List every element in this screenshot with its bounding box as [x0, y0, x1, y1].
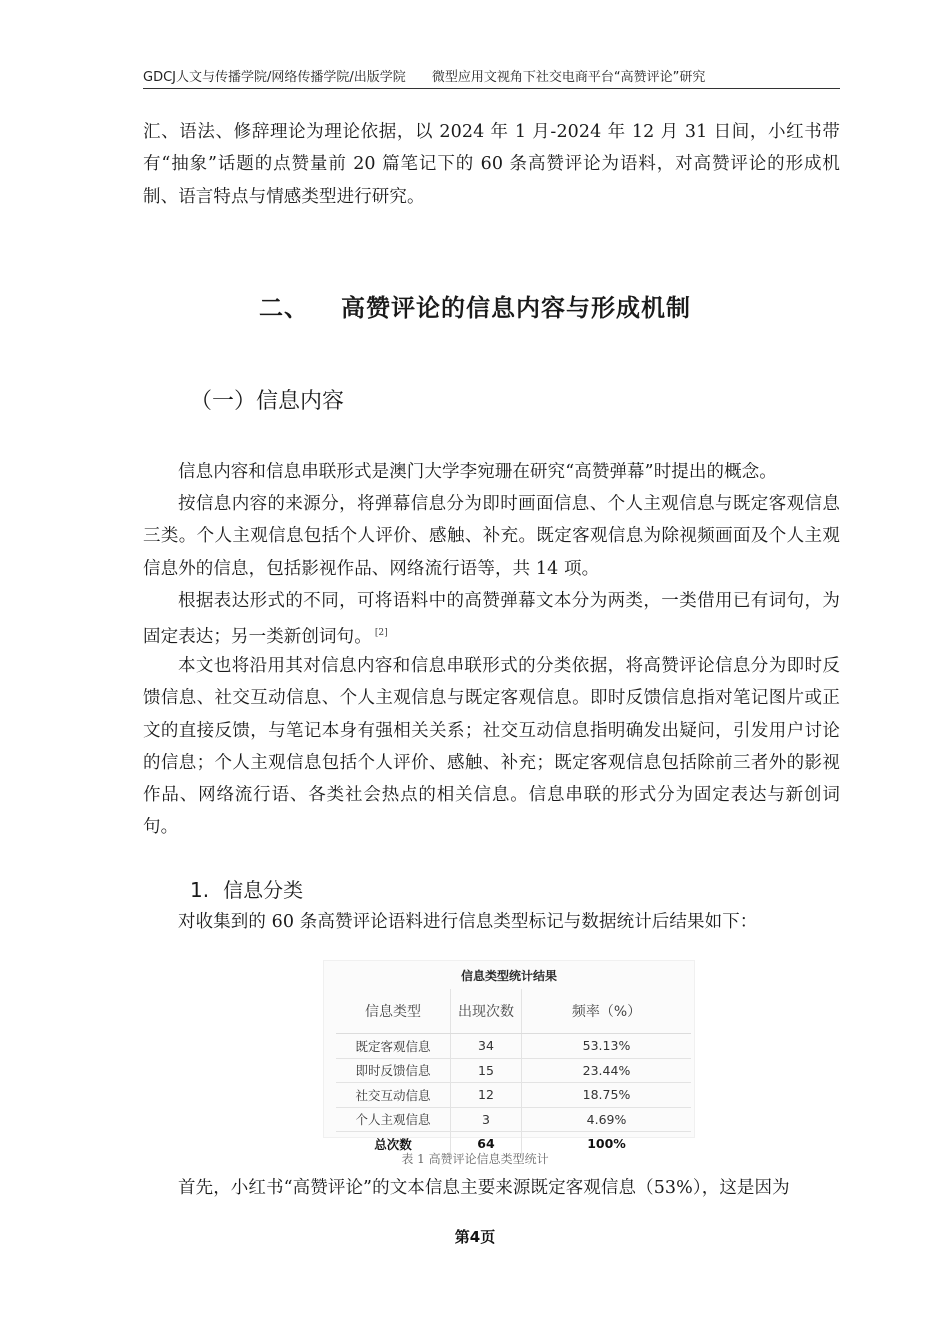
section-number: 二、: [259, 294, 309, 322]
intro-paragraph: 汇、语法、修辞理论为理论依据，以 2024 年 1 月-2024 年 12 月 31 日间，小红书带有“抽象”话题的点赞量前 20 篇笔记下的 60 条高赞评论为语料，对高赞评论的形成机制、语言特点与情感类型进行研究。: [143, 122, 840, 207]
cell-type: 个人主观信息: [336, 1107, 451, 1132]
cell-type: 既定客观信息: [336, 1034, 451, 1059]
cell-count: 34: [451, 1034, 522, 1059]
table-caption: 表 1 高赞评论信息类型统计: [401, 1152, 549, 1166]
cell-type: 即时反馈信息: [336, 1058, 451, 1083]
table-row: [336, 1083, 691, 1108]
cell-frequency: 23.44%: [522, 1058, 692, 1083]
subsubsection-title: 信息分类: [223, 878, 304, 902]
cell-frequency: 18.75%: [522, 1083, 692, 1108]
header-right: 微型应用文视角下社交电商平台“高赞评论”研究: [431, 70, 706, 85]
section-title: 高赞评论的信息内容与形成机制: [341, 294, 691, 322]
paragraph-1: 信息内容和信息串联形式是澳门大学李宛珊在研究“高赞弹幕”时提出的概念。: [178, 462, 777, 482]
subsection-heading: （一）信息内容: [190, 389, 345, 414]
paragraph-3-text: 根据表达形式的不同，可将语料中的高赞弹幕文本分为两类，一类借用已有词句，为固定表达；另一类新创词句。: [143, 591, 840, 648]
page-number: 第4页: [454, 1228, 496, 1246]
cell-count: 3: [451, 1107, 522, 1132]
table-row: [336, 1107, 691, 1132]
table-header-row: [336, 989, 691, 1034]
subsubsection-number: 1.: [190, 878, 210, 902]
header-cell: 信息类型: [336, 989, 451, 1034]
paragraph-3: [143, 585, 840, 653]
paragraph-2: 按信息内容的来源分，将弹幕信息分为即时画面信息、个人主观信息与既定客观信息三类。个人主观信息包括个人评价、感触、补充。既定客观信息为除视频画面及个人主观信息外的信息，包括影视作品、网络流行语等，共 14 项。: [143, 494, 840, 579]
closing-paragraph: 首先，小红书“高赞评论”的文本信息主要来源既定客观信息（53%），这是因为: [178, 1178, 790, 1198]
cell-type: 社交互动信息: [336, 1083, 451, 1108]
cell-frequency: 4.69%: [522, 1107, 692, 1132]
header-cell: 频率（%）: [522, 989, 692, 1034]
stats-table: [336, 989, 691, 1156]
subsubsection-heading: [190, 874, 303, 903]
cell-count: 12: [451, 1083, 522, 1108]
header-cell: 出现次数: [451, 989, 522, 1034]
cell-frequency: 53.13%: [522, 1034, 692, 1059]
running-header: [143, 66, 840, 89]
stats-table-figure: [323, 960, 695, 1152]
table-row: [336, 1034, 691, 1059]
table-intro: 对收集到的 60 条高赞评论语料进行信息类型标记与数据统计后结果如下：: [178, 912, 758, 932]
header-left: GDCJ人文与传播学院/网络传播学院/出版学院: [143, 70, 406, 85]
cell-total-frequency: 100%: [522, 1132, 692, 1156]
table-title: 信息类型统计结果: [460, 969, 557, 983]
cell-count: 15: [451, 1058, 522, 1083]
citation-ref[interactable]: [2]: [374, 628, 388, 639]
cell-total-label: 总次数: [374, 1136, 412, 1152]
cell-total-count: 64: [451, 1132, 522, 1156]
section-heading: [0, 288, 950, 323]
table-row: [336, 1058, 691, 1083]
paragraph-4: 本文也将沿用其对信息内容和信息串联形式的分类依据，将高赞评论信息分为即时反馈信息、社交互动信息、个人主观信息与既定客观信息。即时反馈信息指对笔记图片或正文的直接反馈，与笔记本身有强相关关系；社交互动信息指明确发出疑问，引发用户讨论的信息；个人主观信息包括个人评价、感触、补充；既定客观信息包括除前三者外的影视作品、网络流行语、各类社会热点的相关信息。信息串联的形式分为固定表达与新创词句。: [143, 656, 840, 838]
